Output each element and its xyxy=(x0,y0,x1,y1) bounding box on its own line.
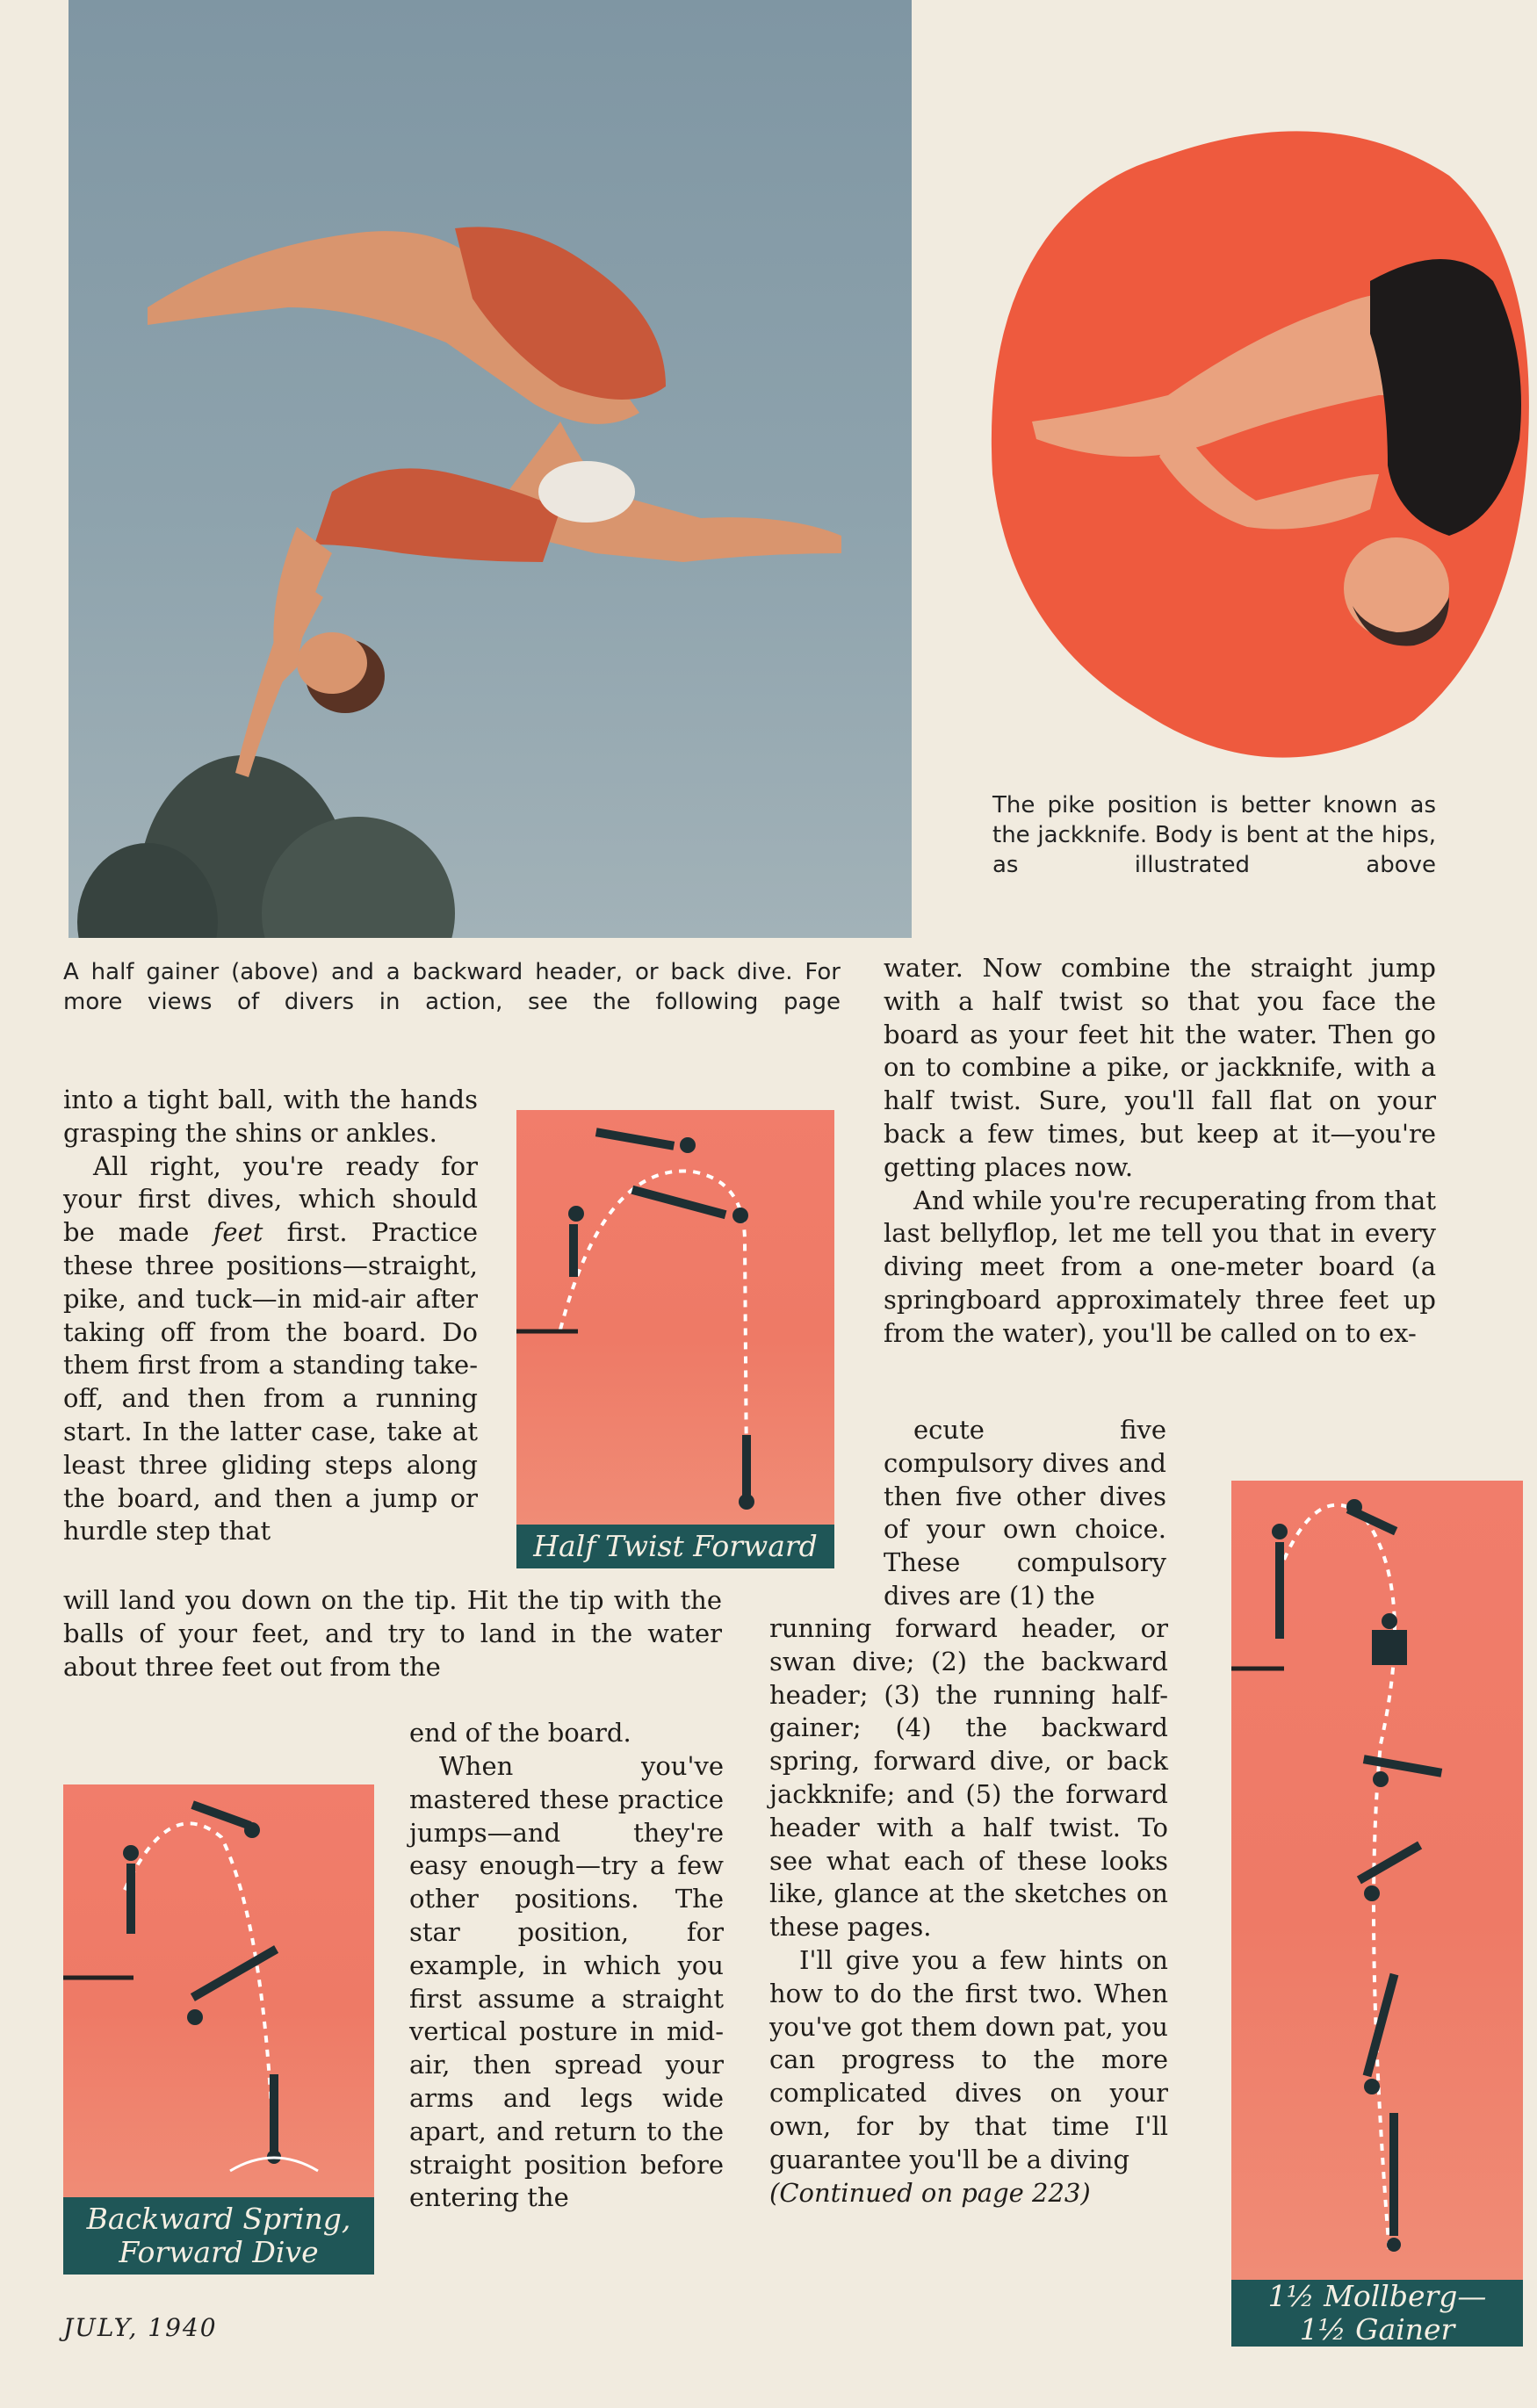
label-line: 1½ Mollberg— xyxy=(1267,2279,1487,2313)
right-narrow-text xyxy=(884,1414,1166,1613)
half-gainer-caption: A half gainer (above) and a backward header, or back dive. For more views of divers in action, see the following page xyxy=(63,959,841,1015)
mollberg-label xyxy=(1231,2280,1523,2347)
pike-position-photo xyxy=(957,105,1537,773)
page-footer-date: JULY, 1940 xyxy=(63,2313,218,2342)
paragraph-text: first. Practice these three positions—straight, pike, and tuck—in mid-air after taking off from the board. Do them first from a standing take-off, and then from a running start. In the latter case, take at least three gliding steps along the board, and then a jump or hurdle step that xyxy=(63,1217,479,1546)
backward-spring-panel xyxy=(63,1784,374,2197)
paragraph: And while you're recuperating from that last bellyflop, let me tell you that in every diving meet from a one-meter board (a springboard approximately three feet up from the water), you'll be called on to ex- xyxy=(884,1185,1436,1348)
continued-note: (Continued on page 223) xyxy=(769,2177,1091,2208)
backward-spring-label xyxy=(63,2197,374,2275)
paragraph: When you've mastered these practice jumps—and they're easy enough—try a few other positions. The star position, for example, in which you first assume a straight vertical posture in mid-air, then spread your arms and legs wide apart, and return to the straight position before entering the xyxy=(409,1751,724,2213)
half-gainer-photo xyxy=(69,0,912,938)
paragraph: end of the board. xyxy=(409,1718,631,1748)
left-column-top xyxy=(63,1084,478,1548)
mollberg-panel xyxy=(1231,1481,1523,2280)
right-column-dives xyxy=(769,1612,1168,2210)
paragraph: water. Now combine the straight jump with a half twist so that you face the board as your feet hit the water. Then go on to combine a pike, or jackknife, with a half twist. Sure, you'll fall flat on your back a few times, but keep at it—you're getting places now. xyxy=(884,953,1436,1182)
half-twist-forward-label: Half Twist Forward xyxy=(516,1525,834,1568)
paragraph: into a tight ball, with the hands grasping the shins or ankles. xyxy=(63,1085,478,1148)
right-column-top xyxy=(884,952,1436,1351)
paragraph: will land you down on the tip. Hit the tip with the balls of your feet, and try to land in the water about three feet out from the xyxy=(63,1585,722,1682)
label-line: Forward Dive xyxy=(119,2235,319,2269)
paragraph: running forward header, or swan dive; (2) the backward header; (3) the running half-gainer; (4) the backward spring, forward dive, or back jackknife; and (5) the forward header with a half twist. To see what each of these looks like, glance at the sketches on these pages. xyxy=(769,1613,1168,1943)
paragraph: I'll give you a few hints on how to do the first two. When you've got them down pat, you can progress to the more complicated dives on your own, for by that time I'll guarantee you'll be a diving xyxy=(769,1944,1168,2174)
emphasis: feet xyxy=(213,1217,263,1248)
left-end-text xyxy=(409,1717,725,1750)
pike-caption: The pike position is better known as the jackknife. Body is bent at the hips, as illustrated above xyxy=(992,792,1436,878)
paragraph: ecute five compulsory dives and then five other dives of your own choice. These compulsory dives are (1) the xyxy=(884,1415,1166,1611)
paragraph xyxy=(63,1150,478,1549)
paragraph-text: All right, you're ready for your first dives, which should be made xyxy=(63,1150,478,1248)
middle-column-bottom xyxy=(409,1750,724,2215)
label-line: 1½ Gainer xyxy=(1299,2312,1455,2347)
label-line: Backward Spring, xyxy=(86,2202,351,2236)
half-twist-forward-panel xyxy=(516,1110,834,1526)
left-wide-text xyxy=(63,1584,722,1683)
